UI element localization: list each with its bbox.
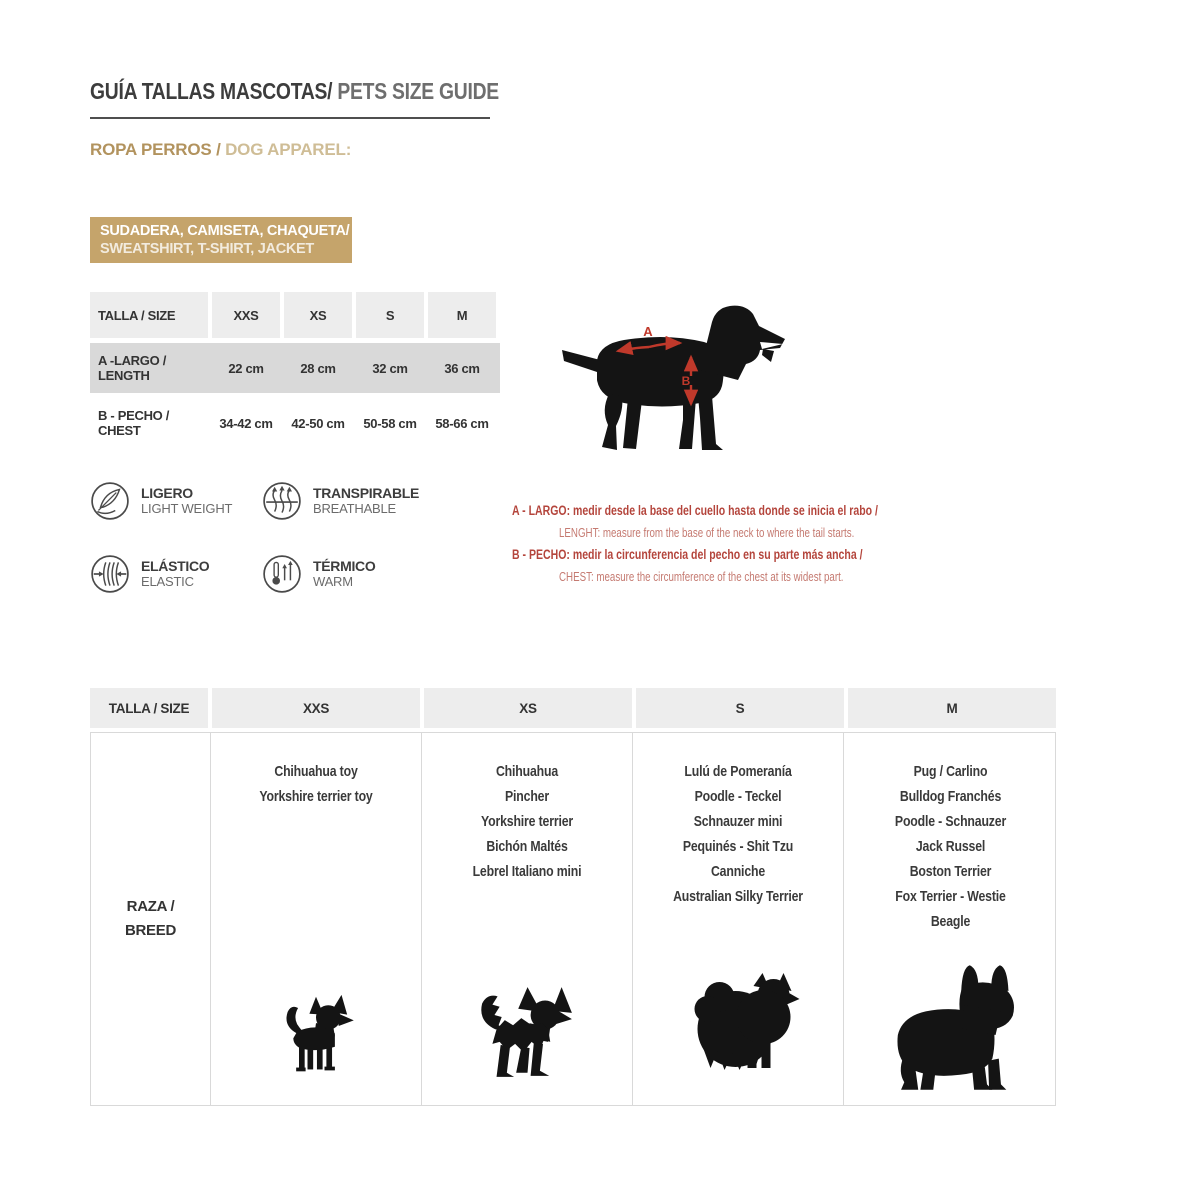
breed-row-label-es: RAZA / <box>126 898 175 915</box>
breed-list-m <box>863 733 1038 934</box>
subtitle-en: DOG APPAREL: <box>225 140 352 159</box>
size-table <box>90 292 500 448</box>
breed-name: Australian Silky Terrier <box>673 888 803 905</box>
breed-table-header-row <box>90 688 1056 728</box>
breed-table-header-cell: TALLA / SIZE <box>90 688 208 728</box>
length-value-cell: 28 cm <box>300 360 336 376</box>
feature-lightweight <box>90 481 232 521</box>
chest-row-label: B - PECHO / CHEST <box>98 408 170 438</box>
page-title-en: PETS SIZE GUIDE <box>332 78 499 104</box>
chest-value-cell: 58-66 cm <box>435 415 489 431</box>
breed-table-header-cell: M <box>848 688 1056 728</box>
chihuahua-silhouette-icon <box>269 992 364 1077</box>
arrow-a-label: A <box>643 324 653 339</box>
note-b-es: B - PECHO: medir la circunferencia del pecho en su parte más ancha / <box>512 547 863 562</box>
banner-line-en: SWEATSHIRT, T-SHIRT, JACKET <box>100 241 314 257</box>
size-table-header-cell: M <box>428 292 496 338</box>
thermometer-icon <box>262 554 302 594</box>
chest-value-cell: 34-42 cm <box>219 415 273 431</box>
breed-name: Beagle <box>930 913 971 930</box>
feature-breathable <box>262 481 419 521</box>
size-table-header-cell: XXS <box>212 292 280 338</box>
longhair-chihuahua-silhouette-icon <box>465 984 590 1079</box>
breed-table <box>90 688 1056 1106</box>
breed-list-xs <box>441 733 613 884</box>
feature-label-es: TRANSPIRABLE <box>313 485 420 501</box>
breed-name: Poodle - Teckel <box>694 788 782 805</box>
breed-row-label <box>91 733 211 1105</box>
breathable-icon <box>262 481 302 521</box>
chest-value-cell: 50-58 cm <box>363 415 417 431</box>
dog-measurement-diagram <box>552 298 787 458</box>
labrador-silhouette-icon <box>552 298 787 458</box>
breed-name: Chihuahua <box>495 763 559 780</box>
breed-name: Pug / Carlino <box>913 763 988 780</box>
breed-table-header-cell: S <box>636 688 844 728</box>
note-a-es: A - LARGO: medir desde la base del cuello hasta donde se inicia el rabo / <box>512 503 878 518</box>
breed-list-xxs <box>230 733 402 809</box>
breed-cell-xs <box>422 733 633 1105</box>
size-table-header-cell: S <box>356 292 424 338</box>
feature-label-es: ELÁSTICO <box>141 558 210 574</box>
measuring-instructions <box>512 500 981 588</box>
page-title-es: GUÍA TALLAS MASCOTAS/ <box>90 78 333 104</box>
breed-name: Fox Terrier - Westie <box>895 888 1006 905</box>
breed-cell-m <box>844 733 1057 1105</box>
elastic-icon <box>90 554 130 594</box>
size-table-chest-row <box>90 398 500 448</box>
breed-cell-xxs <box>211 733 422 1105</box>
page-title <box>90 78 499 119</box>
feature-label-en: WARM <box>313 574 353 589</box>
subtitle-es: ROPA PERROS / <box>90 140 226 159</box>
breed-table-header-cell: XS <box>424 688 632 728</box>
feature-label-en: LIGHT WEIGHT <box>141 501 233 516</box>
breed-name: Pincher <box>505 788 549 805</box>
garment-type-banner <box>90 217 352 263</box>
size-table-length-row <box>90 343 500 393</box>
length-row-label: A -LARGO / LENGTH <box>98 353 167 383</box>
breed-name: Canniche <box>710 863 766 880</box>
chest-value-cell: 42-50 cm <box>291 415 345 431</box>
feature-warm <box>262 554 375 594</box>
note-a-en: LENGHT: measure from the base of the neck to where the tail starts. <box>559 526 855 540</box>
breed-name: Lebrel Italiano mini <box>472 863 582 880</box>
breed-name: Bulldog Franchés <box>899 788 1002 805</box>
breed-name: Yorkshire terrier toy <box>259 788 373 805</box>
size-table-header-row <box>90 292 500 338</box>
length-value-cell: 36 cm <box>444 360 480 376</box>
breed-row-label-en: BREED <box>124 922 176 939</box>
breed-name: Chihuahua toy <box>274 763 358 780</box>
arrow-b-label: B <box>681 374 691 388</box>
breed-list-s <box>652 733 824 909</box>
feature-label-en: ELASTIC <box>141 574 194 589</box>
breed-name: Schnauzer mini <box>693 813 783 830</box>
feature-label-en: BREATHABLE <box>313 501 397 516</box>
breed-name: Poodle - Schnauzer <box>894 813 1007 830</box>
feature-label-es: LIGERO <box>141 485 193 501</box>
breed-name: Lulú de Pomeranía <box>684 763 792 780</box>
breed-cell-s <box>633 733 844 1105</box>
section-subtitle <box>90 140 351 160</box>
size-table-header-cell: TALLA / SIZE <box>90 292 208 338</box>
feather-icon <box>90 481 130 521</box>
banner-line-es: SUDADERA, CAMISETA, CHAQUETA/ <box>100 223 350 239</box>
french-bulldog-silhouette-icon <box>878 964 1023 1091</box>
breed-name: Pequinés - Shit Tzu <box>682 838 794 855</box>
feature-elastic <box>90 554 209 594</box>
breed-name: Jack Russel <box>915 838 986 855</box>
breed-name: Bichón Maltés <box>486 838 568 855</box>
size-table-header-cell: XS <box>284 292 352 338</box>
pomeranian-silhouette-icon <box>676 965 801 1077</box>
feature-label-es: TÉRMICO <box>313 558 376 574</box>
breed-name: Boston Terrier <box>909 863 992 880</box>
breed-table-header-cell: XXS <box>212 688 420 728</box>
breed-name: Yorkshire terrier <box>480 813 574 830</box>
breed-table-body <box>90 732 1056 1106</box>
length-value-cell: 22 cm <box>228 360 264 376</box>
note-b-en: CHEST: measure the circumference of the chest at its widest part. <box>559 570 844 584</box>
length-value-cell: 32 cm <box>372 360 408 376</box>
